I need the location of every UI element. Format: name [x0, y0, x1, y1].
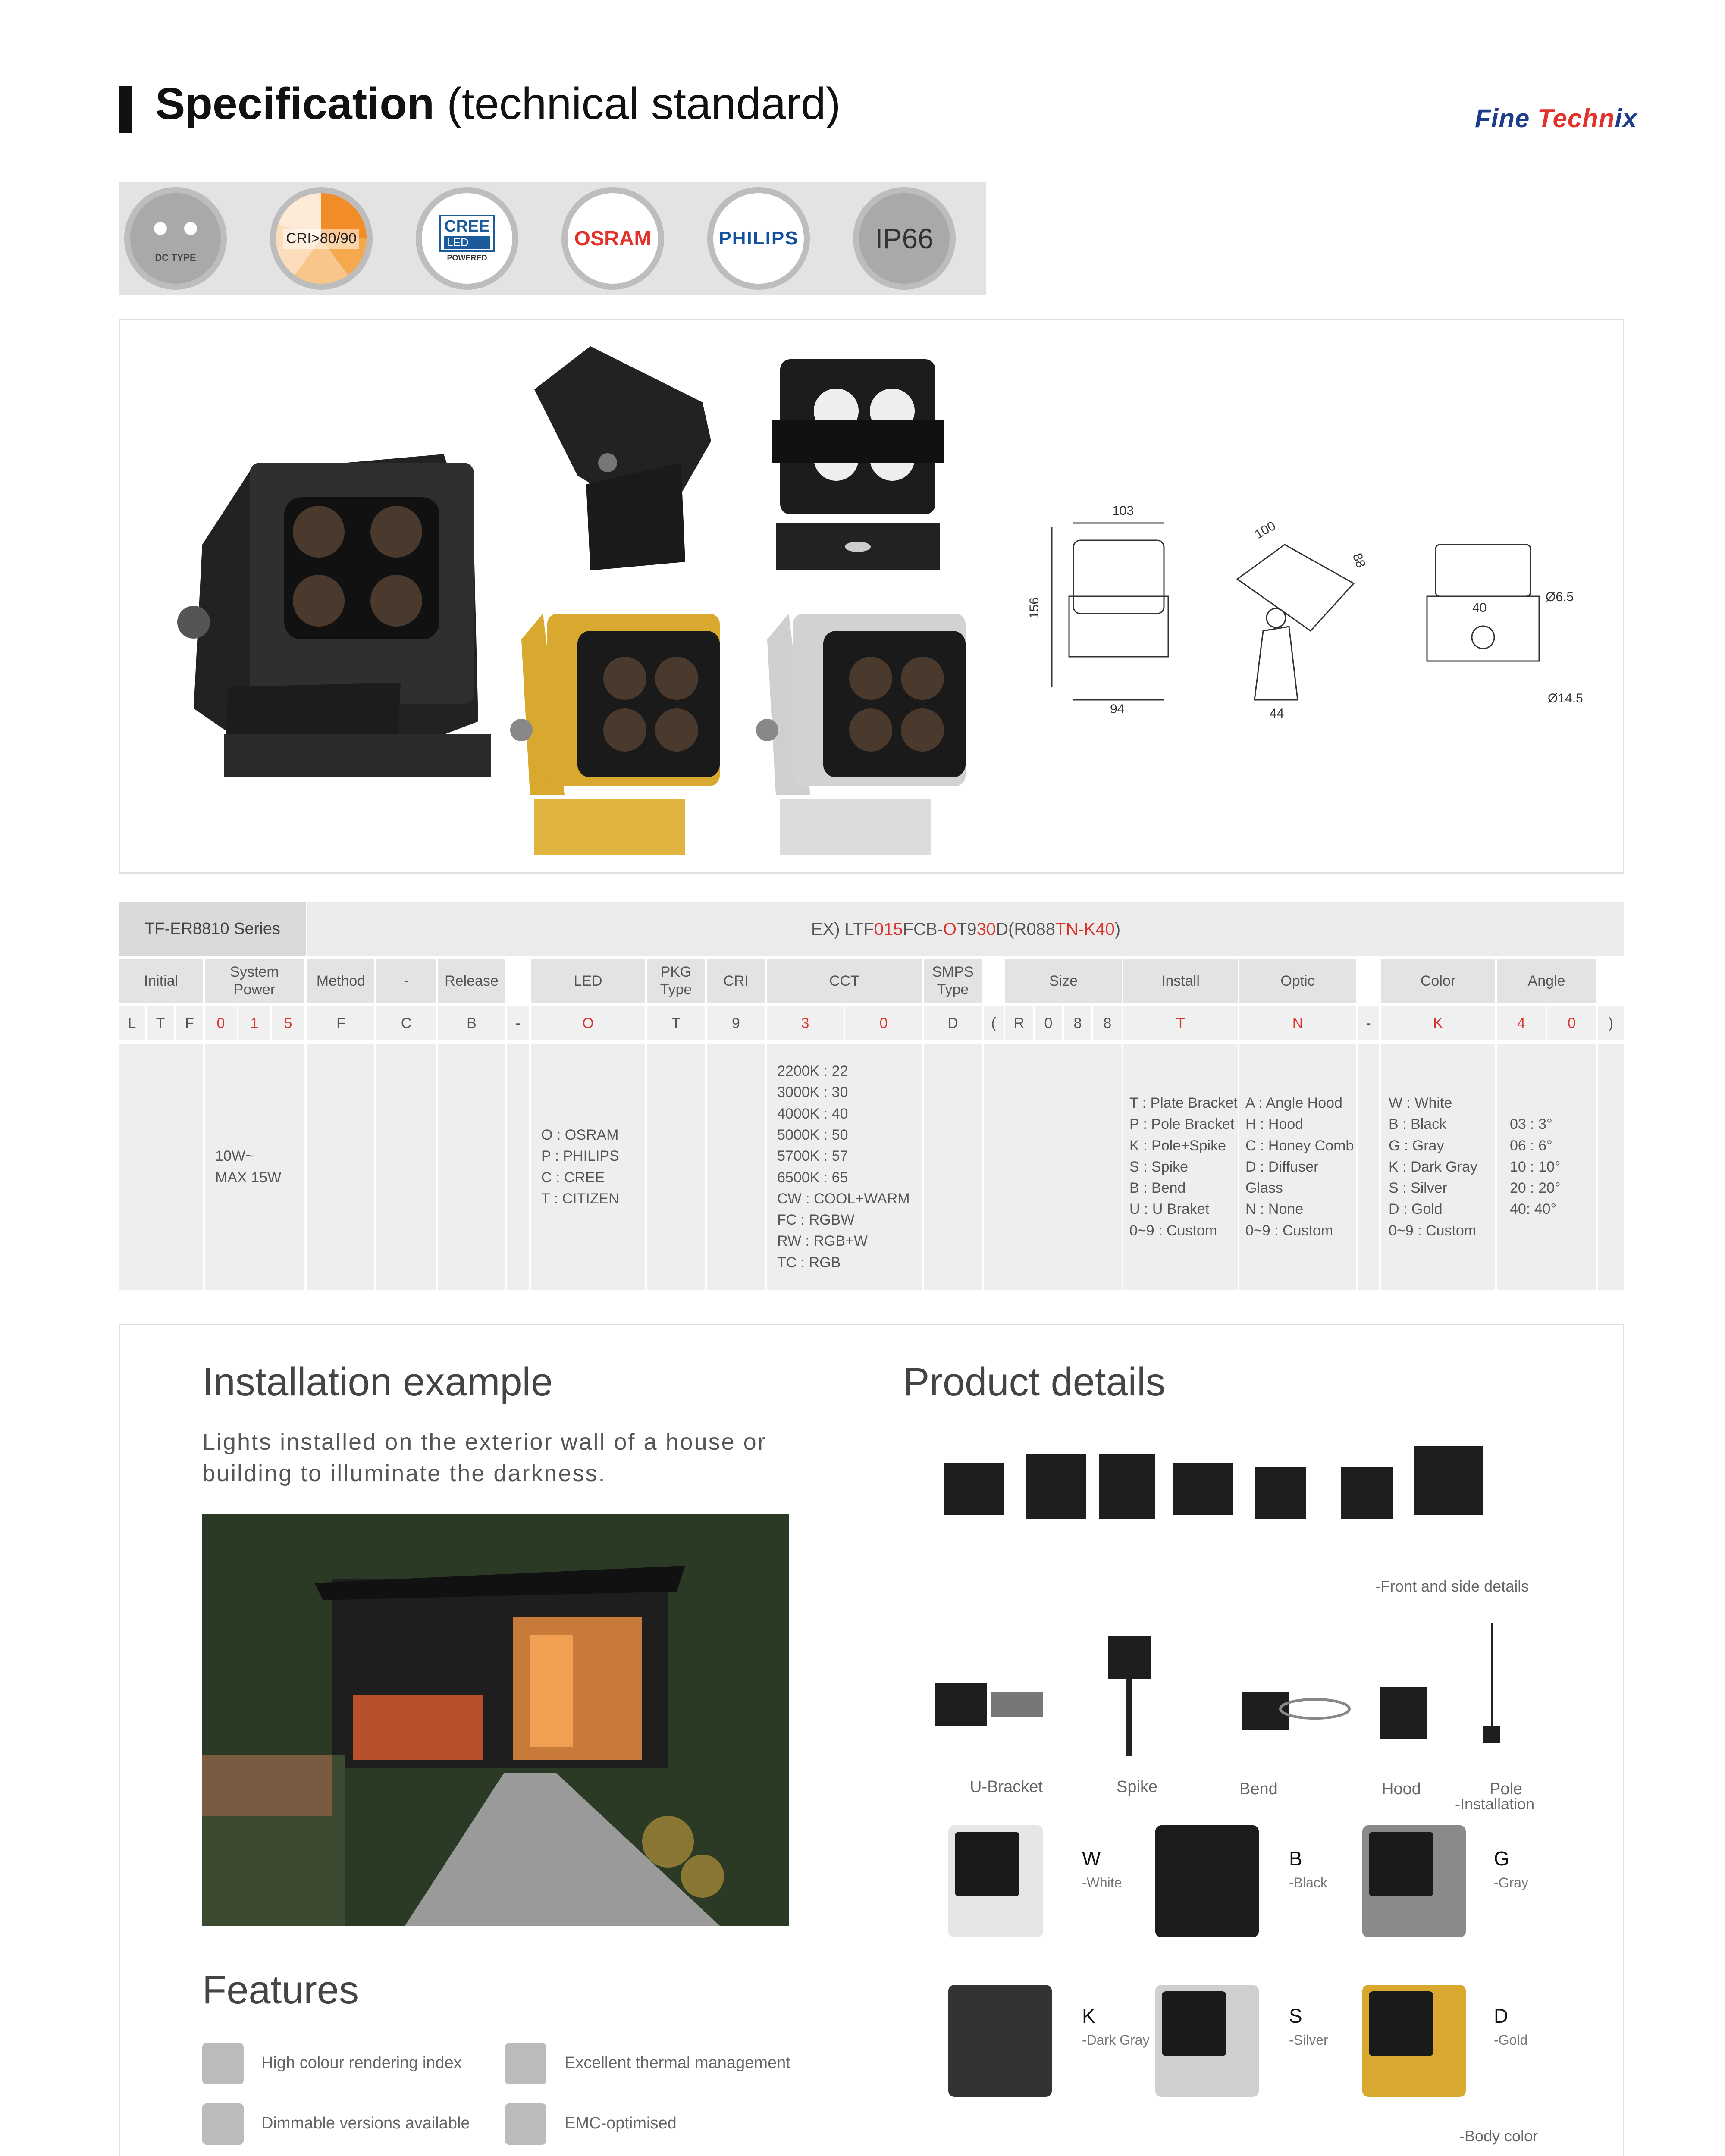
code-char: K [1381, 1006, 1495, 1040]
code-char: - [507, 1006, 529, 1040]
body-sep2 [1358, 1044, 1379, 1290]
code-char: 8 [1064, 1006, 1091, 1040]
col-led: LED [531, 959, 645, 1003]
product-details-title: Product details [903, 1360, 1166, 1404]
code-char: - [1358, 1006, 1379, 1040]
dim-height: 156 [1027, 597, 1042, 619]
color-name: -Dark Gray [1082, 2032, 1150, 2048]
body-sep [507, 1044, 529, 1290]
col-pkg: PKG Type [647, 959, 705, 1003]
code-char: 0 [845, 1006, 922, 1040]
col-angle: Angle [1497, 959, 1596, 1003]
page-title: Specification (technical standard) [155, 79, 841, 129]
installation-caption: -Installation [1455, 1795, 1535, 1813]
col-power: System Power [205, 959, 304, 1003]
dimension-drawing-front [1052, 523, 1168, 700]
spec-table [119, 902, 1624, 1290]
color-values: W : White B : Black G : Gray K : Dark Gray S : Silver D : Gold 0~9 : Custom [1381, 1044, 1495, 1290]
front-side-caption: -Front and side details [1375, 1577, 1529, 1595]
code-char: F [176, 1006, 203, 1040]
angled-product-image [534, 346, 711, 570]
certification-badges [119, 182, 986, 295]
gray-variant-image [1362, 1825, 1466, 1937]
color-letter: W [1082, 1847, 1101, 1870]
code-char: D [924, 1006, 982, 1040]
cree-label: CREE [444, 217, 490, 235]
col-install: Install [1123, 959, 1238, 1003]
body-cri [707, 1044, 765, 1290]
code-char: C [376, 1006, 436, 1040]
philips-badge [707, 187, 810, 290]
main-product-image [177, 454, 491, 777]
installation-mount-images [927, 1601, 1574, 1765]
cri-badge [270, 187, 373, 290]
code-char: L [119, 1006, 145, 1040]
dc-type-badge [124, 187, 227, 290]
code-char: ) [1598, 1006, 1624, 1040]
color-letter: S [1289, 2005, 1302, 2027]
body-initial [119, 1044, 203, 1290]
color-letter: K [1082, 2005, 1095, 2027]
installation-photo [202, 1514, 789, 1926]
product-illustrations [120, 320, 1625, 875]
silver-variant-image [1155, 1985, 1259, 2097]
dim-width: 103 [1112, 504, 1134, 518]
code-char: 4 [1497, 1006, 1546, 1040]
install-values: T : Plate Bracket P : Pole Bracket K : Pole+Spike S : Spike B : Bend U : U Braket 0~9 : Custom [1123, 1044, 1238, 1290]
power-values: 10W~ MAX 15W [205, 1044, 304, 1290]
code-char: O [531, 1006, 645, 1040]
code-char: T [147, 1006, 174, 1040]
body-dash [376, 1044, 436, 1290]
code-char: T [1123, 1006, 1238, 1040]
features-title: Features [202, 1968, 359, 2012]
code-char: T [647, 1006, 705, 1040]
code-char: 0 [1547, 1006, 1596, 1040]
lower-panel [119, 1324, 1624, 2156]
mount-label-bend: Bend [1239, 1780, 1278, 1798]
mount-label-u-bracket: U-Bracket [970, 1778, 1043, 1796]
code-char: N [1239, 1006, 1356, 1040]
cree-led-label: LED [444, 236, 490, 249]
dim-side: 88 [1349, 551, 1368, 570]
col-size: Size [1005, 959, 1122, 1003]
gold-product-image [510, 614, 720, 855]
cree-badge [416, 187, 518, 290]
col-initial: Initial [119, 959, 203, 1003]
body-smps [924, 1044, 982, 1290]
col-dash: - [376, 959, 436, 1003]
code-char: 9 [707, 1006, 765, 1040]
color-letter: B [1289, 1847, 1302, 1870]
installation-description: Lights installed on the exterior wall of a house or building to illuminate the darkness. [202, 1429, 767, 1486]
ip66-badge [853, 187, 956, 290]
code-char: 5 [272, 1006, 304, 1040]
osram-badge [561, 187, 664, 290]
color-letter: G [1494, 1847, 1509, 1870]
code-char: 3 [767, 1006, 844, 1040]
color-name: -Silver [1289, 2032, 1328, 2048]
code-char: 1 [238, 1006, 270, 1040]
body-method [307, 1044, 374, 1290]
feature-label: Excellent thermal management [565, 2054, 790, 2072]
emc-feature-icon [505, 2103, 546, 2145]
title-accent-bar [119, 86, 132, 133]
dim-hole-big: Ø14.5 [1548, 691, 1583, 705]
body-size [984, 1044, 1122, 1290]
front-side-details-images [940, 1437, 1552, 1549]
col-color: Color [1381, 959, 1495, 1003]
front-product-image [772, 359, 944, 570]
feature-label: EMC-optimised [565, 2114, 677, 2132]
color-letter: D [1494, 2005, 1509, 2027]
osram-label: OSRAM [574, 227, 652, 250]
code-char: 8 [1093, 1006, 1122, 1040]
code-char: F [307, 1006, 374, 1040]
cri-label: CRI>80/90 [283, 229, 359, 249]
dimmable-feature-icon [202, 2103, 244, 2145]
body-end [1598, 1044, 1624, 1290]
code-char: 0 [205, 1006, 237, 1040]
code-char: R [1005, 1006, 1033, 1040]
installation-title: Installation example [202, 1360, 553, 1404]
gold-variant-image [1362, 1985, 1466, 2097]
color-name: -Gold [1494, 2032, 1528, 2048]
product-photo-panel [119, 319, 1624, 874]
body-release [438, 1044, 505, 1290]
code-char: 0 [1035, 1006, 1062, 1040]
col-release: Release [438, 959, 505, 1003]
dimension-drawing-side [1237, 545, 1354, 700]
cri-feature-icon [202, 2043, 244, 2084]
dark-gray-variant-image [948, 1985, 1052, 2097]
optic-values: A : Angle Hood H : Hood C : Honey Comb D : Diffuser Glass N : None 0~9 : Custom [1239, 1044, 1356, 1290]
dim-hole-spacing: 40 [1472, 601, 1487, 615]
cree-powered-label: POWERED [447, 253, 487, 262]
silver-product-image [756, 614, 966, 855]
color-name: -Gray [1494, 1875, 1528, 1890]
mount-label-hood: Hood [1382, 1780, 1421, 1798]
col-cri: CRI [707, 959, 765, 1003]
body-color-caption: -Body color [1459, 2127, 1538, 2145]
black-variant-image [1155, 1825, 1259, 1937]
thermal-feature-icon [505, 2043, 546, 2084]
col-optic: Optic [1239, 959, 1356, 1003]
col-cct: CCT [767, 959, 922, 1003]
mount-label-pole: Pole [1490, 1780, 1523, 1798]
cct-values: 2200K : 22 3000K : 30 4000K : 40 5000K : 50 5700K : 57 6500K : 65 CW : COOL+WARM FC : RGBW RW : RGB+W TC : RGB [767, 1044, 922, 1290]
series-name: TF-ER8810 Series [119, 902, 306, 956]
philips-label: PHILIPS [718, 228, 799, 249]
brand-logo: Fine Technix [1475, 104, 1637, 133]
mount-label-spike: Spike [1117, 1778, 1158, 1796]
col-method: Method [307, 959, 374, 1003]
body-pkg [647, 1044, 705, 1290]
dim-bracket: 44 [1270, 706, 1284, 721]
feature-label: Dimmable versions available [261, 2114, 470, 2132]
feature-label: High colour rendering index [261, 2054, 462, 2072]
col-smps: SMPS Type [924, 959, 982, 1003]
led-values: O : OSRAM P : PHILIPS C : CREE T : CITIZEN [531, 1044, 645, 1290]
dim-hole-small: Ø6.5 [1546, 590, 1574, 604]
ip66-label: IP66 [875, 222, 934, 254]
code-char: B [438, 1006, 505, 1040]
ordering-example: EX) LTF 015 FCB- O T9 30 D(R088 TN-K40 ) [307, 902, 1624, 956]
color-name: -White [1082, 1875, 1122, 1890]
white-variant-image [948, 1825, 1043, 1937]
dim-depth: 100 [1252, 518, 1278, 542]
color-name: -Black [1289, 1875, 1327, 1890]
dc-type-label: DC TYPE [155, 252, 196, 263]
dim-base: 94 [1110, 702, 1125, 716]
code-char: ( [984, 1006, 1004, 1040]
angle-values: 03 : 3° 06 : 6° 10 : 10° 20 : 20° 40: 40° [1497, 1044, 1596, 1290]
